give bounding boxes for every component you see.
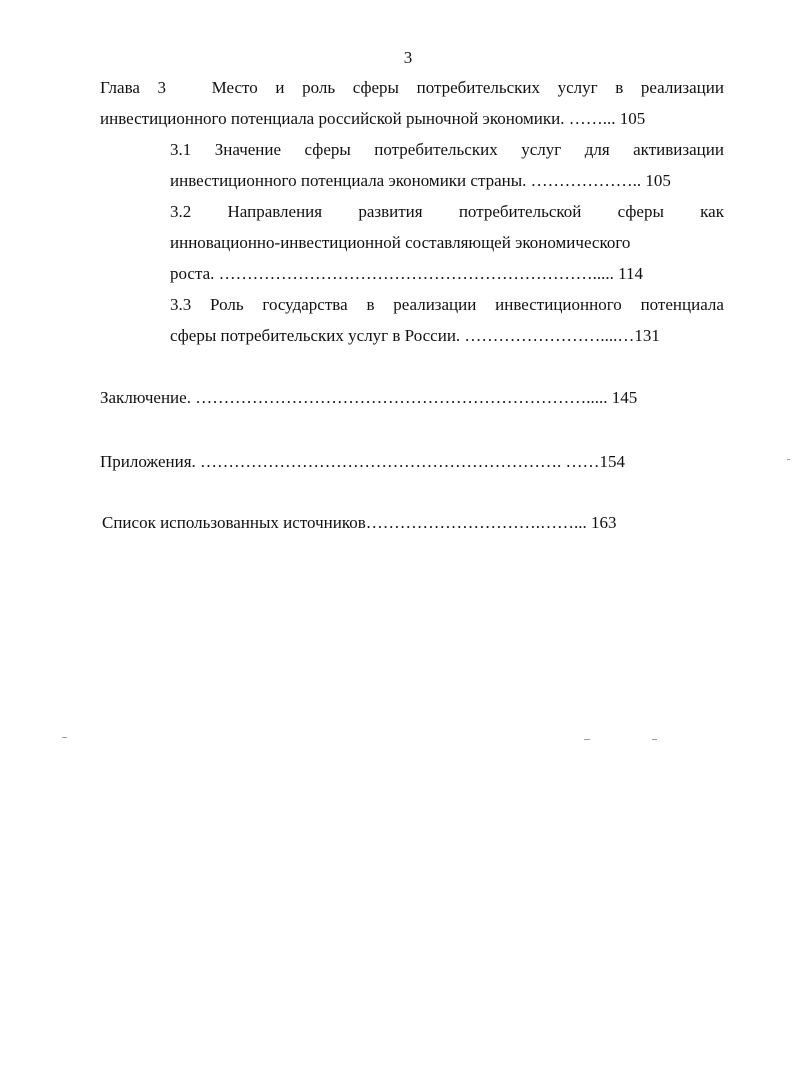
toc-word: Роль xyxy=(210,295,244,314)
toc-section-3-1-line-2: инвестиционного потенциала экономики страны. ……………….. 105 xyxy=(170,171,671,190)
toc-word: сферы xyxy=(352,78,399,97)
toc-section-3-2-line-1 xyxy=(170,202,724,222)
toc-word: сферы xyxy=(304,140,351,159)
toc-word: для xyxy=(584,140,610,159)
page-number: 3 xyxy=(403,48,413,67)
toc-word: инвестиционного xyxy=(495,295,622,314)
toc-section-3-3-line-2: сферы потребительских услуг в России. ……………………....…131 xyxy=(170,326,660,345)
scan-artifact xyxy=(62,737,67,738)
toc-conclusion: Заключение. ……………………………………………………………..... 145 xyxy=(100,388,638,407)
scan-artifact xyxy=(787,459,790,460)
toc-word: реализации xyxy=(640,78,724,97)
toc-word: потребительских xyxy=(374,140,498,159)
toc-word: сферы xyxy=(617,202,664,221)
toc-word: развития xyxy=(358,202,423,221)
toc-word: роль xyxy=(302,78,336,97)
toc-word: реализации xyxy=(393,295,477,314)
toc-word: Место xyxy=(211,78,258,97)
toc-appendices: Приложения. ………………………………………………………. ……154 xyxy=(100,452,626,471)
toc-word: услуг xyxy=(557,78,598,97)
toc-word: и xyxy=(275,78,285,97)
toc-word: 3.2 xyxy=(170,202,192,221)
scan-artifact xyxy=(652,739,657,740)
toc-word: государства xyxy=(262,295,348,314)
toc-word: активизации xyxy=(633,140,724,159)
toc-word: потребительской xyxy=(458,202,582,221)
toc-word: в xyxy=(366,295,375,314)
toc-section-3-1-line-1 xyxy=(170,140,724,160)
toc-section-3-3-line-1 xyxy=(170,295,724,315)
toc-word: как xyxy=(700,202,724,221)
toc-word: 3 xyxy=(157,78,167,97)
toc-word: услуг xyxy=(521,140,562,159)
toc-chapter-3-title-line-2: инвестиционного потенциала российской рыночной экономики. ……... 105 xyxy=(100,109,646,128)
scan-artifact xyxy=(584,739,590,740)
toc-word: 3.3 xyxy=(170,295,192,314)
toc-word: Глава xyxy=(100,78,140,97)
toc-word: потенциала xyxy=(640,295,724,314)
toc-word: Значение xyxy=(214,140,282,159)
toc-section-3-2-line-2: инновационно-инвестиционной составляющей экономического xyxy=(170,233,631,252)
toc-word: в xyxy=(615,78,624,97)
toc-chapter-3-title-line-1 xyxy=(100,78,724,98)
toc-word: 3.1 xyxy=(170,140,192,159)
toc-word: потребительских xyxy=(416,78,541,97)
toc-section-3-2-line-3: роста. …………………………………………………………..... 114 xyxy=(170,264,644,283)
toc-word: Направления xyxy=(227,202,323,221)
toc-references: Список использованных источников………………………….……... 163 xyxy=(102,513,617,532)
